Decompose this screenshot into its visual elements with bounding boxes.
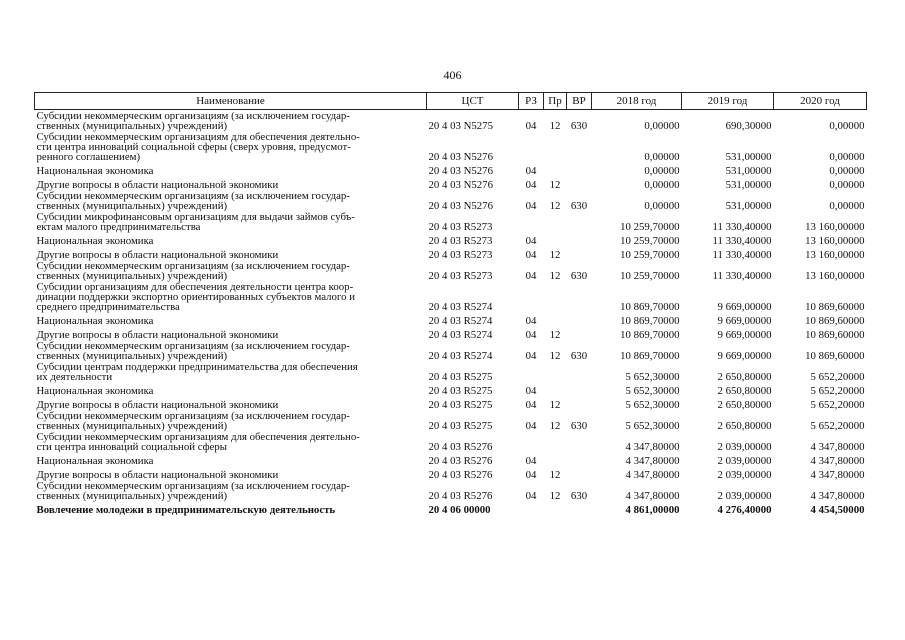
cell-rz: 04	[525, 490, 537, 502]
cell-2019: 2 039,00000	[717, 455, 772, 467]
table-row	[35, 246, 867, 260]
cell-cst: 20 4 03 R5275	[428, 399, 493, 411]
cell-name: Национальная экономика	[36, 315, 154, 327]
table-row	[35, 131, 867, 162]
cell-2018: 4 347,80000	[625, 490, 680, 502]
cell-2020: 13 160,00000	[805, 249, 865, 261]
cell-vr	[567, 396, 592, 410]
cell-2018: 4 347,80000	[625, 469, 680, 481]
cell-2018: 10 869,70000	[620, 301, 680, 313]
cell-2018: 10 259,70000	[620, 235, 680, 247]
cell-pr	[544, 501, 567, 515]
cell-pr	[544, 361, 567, 382]
cell-pr	[544, 382, 567, 396]
cell-2019: 531,00000	[725, 179, 772, 191]
cell-rz: 04	[525, 315, 537, 327]
cell-2018: 5 652,30000	[625, 399, 680, 411]
cell-vr	[567, 312, 592, 326]
header-vr: ВР	[567, 93, 592, 110]
table-row	[35, 361, 867, 382]
cell-vr: 630	[570, 420, 588, 432]
cell-rz: 04	[525, 165, 537, 177]
cell-2019: 2 650,80000	[717, 385, 772, 397]
table-row	[35, 190, 867, 211]
cell-cst: 20 4 03 R5273	[428, 221, 493, 233]
cell-vr: 630	[570, 350, 588, 362]
cell-name: Национальная экономика	[36, 165, 154, 177]
cell-2019: 11 330,40000	[712, 249, 772, 261]
cell-2018: 0,00000	[644, 151, 680, 163]
table-row	[35, 162, 867, 176]
cell-2020: 5 652,20000	[810, 385, 865, 397]
cell-rz: 04	[525, 200, 537, 212]
cell-name: Вовлечение молодежи в предпринимательскую деятельность	[36, 504, 336, 516]
cell-vr: 630	[570, 490, 588, 502]
cell-cst: 20 4 03 N5276	[428, 165, 493, 177]
cell-2019: 2 650,80000	[717, 399, 772, 411]
cell-name: Национальная экономика	[36, 235, 154, 247]
table-body	[35, 110, 867, 516]
cell-name: Субсидии некоммерческим организациям (за исключением государ- ственных (муниципальных) учреждений)	[36, 480, 350, 502]
header-rz: РЗ	[519, 93, 544, 110]
cell-name: Субсидии некоммерческим организациям (за исключением государ- ственных (муниципальных) учреждений)	[36, 190, 350, 212]
table-row	[35, 396, 867, 410]
cell-2018: 4 861,00000	[625, 504, 680, 516]
header-2019: 2019 год	[682, 93, 774, 110]
cell-pr: 12	[549, 200, 561, 212]
cell-2018: 10 259,70000	[620, 270, 680, 282]
cell-cst: 20 4 03 N5276	[428, 179, 493, 191]
cell-2019: 2 039,00000	[717, 441, 772, 453]
budget-table	[34, 92, 867, 515]
cell-vr: 630	[570, 270, 588, 282]
cell-2020: 5 652,20000	[810, 371, 865, 383]
cell-2020: 0,00000	[829, 165, 865, 177]
cell-vr	[567, 246, 592, 260]
cell-vr	[567, 281, 592, 312]
cell-rz: 04	[525, 469, 537, 481]
cell-2018: 10 869,70000	[620, 350, 680, 362]
cell-2020: 0,00000	[829, 151, 865, 163]
cell-cst: 20 4 03 R5274	[428, 329, 493, 341]
cell-vr	[567, 176, 592, 190]
table-row	[35, 260, 867, 281]
cell-2020: 10 869,60000	[805, 329, 865, 341]
cell-2020: 4 347,80000	[810, 469, 865, 481]
table-header-row	[35, 93, 867, 110]
cell-2020: 5 652,20000	[810, 399, 865, 411]
cell-2019: 531,00000	[725, 200, 772, 212]
cell-cst: 20 4 03 R5276	[428, 441, 493, 453]
cell-2020: 10 869,60000	[805, 315, 865, 327]
cell-2019: 11 330,40000	[712, 270, 772, 282]
cell-2019: 2 650,80000	[717, 371, 772, 383]
cell-pr: 12	[549, 120, 561, 132]
cell-2020: 4 347,80000	[810, 455, 865, 467]
cell-2018: 10 259,70000	[620, 221, 680, 233]
cell-name: Субсидии организациям для обеспечения деятельности центра коор- динации поддержки экспортно ориентированных субъектов малого и среднего предпринимательства	[36, 281, 355, 313]
cell-pr	[544, 431, 567, 452]
table-row	[35, 501, 867, 515]
cell-2019: 531,00000	[725, 165, 772, 177]
cell-rz	[519, 361, 544, 382]
cell-vr	[567, 326, 592, 340]
cell-rz: 04	[525, 329, 537, 341]
header-name: Наименование	[35, 93, 427, 110]
cell-2018: 0,00000	[644, 120, 680, 132]
cell-2018: 5 652,30000	[625, 371, 680, 383]
cell-2018: 5 652,30000	[625, 420, 680, 432]
cell-pr: 12	[549, 270, 561, 282]
cell-pr	[544, 452, 567, 466]
cell-rz: 04	[525, 350, 537, 362]
cell-2019: 4 276,40000	[717, 504, 772, 516]
cell-vr	[567, 466, 592, 480]
cell-rz: 04	[525, 120, 537, 132]
cell-rz	[519, 431, 544, 452]
cell-cst: 20 4 03 N5276	[428, 151, 493, 163]
cell-cst: 20 4 03 R5276	[428, 455, 493, 467]
cell-pr: 12	[549, 420, 561, 432]
cell-cst: 20 4 03 N5276	[428, 200, 493, 212]
cell-2020: 5 652,20000	[810, 420, 865, 432]
table-row	[35, 281, 867, 312]
cell-name: Субсидии некоммерческим организациям (за исключением государ- ственных (муниципальных) учреждений)	[36, 410, 350, 432]
header-cst: ЦСТ	[427, 93, 519, 110]
cell-2020: 10 869,60000	[805, 301, 865, 313]
cell-2020: 10 869,60000	[805, 350, 865, 362]
cell-pr	[544, 131, 567, 162]
cell-pr	[544, 281, 567, 312]
cell-cst: 20 4 03 R5273	[428, 249, 493, 261]
cell-2019: 11 330,40000	[712, 221, 772, 233]
cell-name: Субсидии некоммерческим организациям (за исключением государ- ственных (муниципальных) учреждений)	[36, 260, 350, 282]
cell-cst: 20 4 06 00000	[428, 504, 491, 516]
cell-name: Другие вопросы в области национальной экономики	[36, 329, 279, 341]
table-row	[35, 340, 867, 361]
table-row	[35, 431, 867, 452]
cell-cst: 20 4 03 R5276	[428, 490, 493, 502]
cell-vr	[567, 361, 592, 382]
cell-2019: 11 330,40000	[712, 235, 772, 247]
header-pr: Пр	[544, 93, 567, 110]
table-row	[35, 452, 867, 466]
table-row	[35, 232, 867, 246]
cell-2018: 4 347,80000	[625, 441, 680, 453]
cell-pr	[544, 232, 567, 246]
cell-rz: 04	[525, 179, 537, 191]
table-row	[35, 410, 867, 431]
cell-2018: 10 869,70000	[620, 329, 680, 341]
cell-cst: 20 4 03 R5273	[428, 235, 493, 247]
cell-cst: 20 4 03 R5274	[428, 350, 493, 362]
table-row	[35, 176, 867, 190]
cell-2019: 690,30000	[725, 120, 772, 132]
cell-cst: 20 4 03 R5275	[428, 420, 493, 432]
cell-vr	[567, 431, 592, 452]
cell-name: Субсидии некоммерческим организациям для обеспечения деятельно- сти центра инноваций социальной сферы (сверх уровня, предусмот- ренного соглашением)	[36, 131, 360, 163]
cell-2020: 0,00000	[829, 120, 865, 132]
cell-name: Другие вопросы в области национальной экономики	[36, 469, 279, 481]
cell-cst: 20 4 03 R5275	[428, 385, 493, 397]
cell-vr	[567, 131, 592, 162]
cell-2019: 9 669,00000	[717, 301, 772, 313]
cell-2019: 2 039,00000	[717, 490, 772, 502]
cell-2020: 4 454,50000	[810, 504, 865, 516]
cell-name: Субсидии микрофинансовым организациям для выдачи займов субъ- ектам малого предпринимательства	[36, 211, 355, 233]
cell-name: Субсидии некоммерческим организациям для обеспечения деятельно- сти центра инноваций социальной сферы	[36, 431, 360, 453]
cell-cst: 20 4 03 N5275	[428, 120, 493, 132]
table-row	[35, 326, 867, 340]
cell-2019: 9 669,00000	[717, 350, 772, 362]
cell-pr: 12	[549, 179, 561, 191]
cell-name: Национальная экономика	[36, 385, 154, 397]
cell-pr: 12	[549, 490, 561, 502]
cell-2019: 9 669,00000	[717, 315, 772, 327]
cell-rz: 04	[525, 235, 537, 247]
cell-name: Субсидии некоммерческим организациям (за исключением государ- ственных (муниципальных) учреждений)	[36, 110, 350, 132]
cell-2020: 13 160,00000	[805, 221, 865, 233]
cell-vr	[567, 452, 592, 466]
cell-vr	[567, 501, 592, 515]
cell-rz: 04	[525, 399, 537, 411]
cell-pr: 12	[549, 249, 561, 261]
cell-vr	[567, 162, 592, 176]
table-row	[35, 466, 867, 480]
cell-2018: 0,00000	[644, 165, 680, 177]
cell-rz	[519, 281, 544, 312]
cell-2018: 10 259,70000	[620, 249, 680, 261]
cell-pr	[544, 312, 567, 326]
cell-2019: 2 039,00000	[717, 469, 772, 481]
cell-pr: 12	[549, 350, 561, 362]
cell-cst: 20 4 03 R5276	[428, 469, 493, 481]
cell-vr	[567, 232, 592, 246]
cell-2020: 0,00000	[829, 179, 865, 191]
cell-pr	[544, 162, 567, 176]
cell-2018: 10 869,70000	[620, 315, 680, 327]
cell-2019: 2 650,80000	[717, 420, 772, 432]
cell-2020: 0,00000	[829, 200, 865, 212]
cell-2020: 4 347,80000	[810, 490, 865, 502]
cell-vr	[567, 211, 592, 232]
cell-pr	[544, 211, 567, 232]
cell-pr: 12	[549, 329, 561, 341]
header-2020: 2020 год	[774, 93, 867, 110]
cell-rz	[519, 501, 544, 515]
cell-name: Национальная экономика	[36, 455, 154, 467]
cell-name: Субсидии центрам поддержки предпринимательства для обеспечения их деятельности	[36, 361, 358, 383]
cell-rz: 04	[525, 455, 537, 467]
cell-rz: 04	[525, 249, 537, 261]
header-2018: 2018 год	[592, 93, 682, 110]
table-row	[35, 382, 867, 396]
page-number: 406	[443, 68, 462, 82]
cell-2020: 13 160,00000	[805, 270, 865, 282]
cell-2018: 0,00000	[644, 179, 680, 191]
cell-cst: 20 4 03 R5275	[428, 371, 493, 383]
table-row	[35, 110, 867, 132]
cell-2018: 5 652,30000	[625, 385, 680, 397]
cell-2020: 4 347,80000	[810, 441, 865, 453]
table-row	[35, 211, 867, 232]
cell-name: Другие вопросы в области национальной экономики	[36, 249, 279, 261]
table-row	[35, 480, 867, 501]
cell-2020: 13 160,00000	[805, 235, 865, 247]
cell-2018: 4 347,80000	[625, 455, 680, 467]
cell-vr: 630	[570, 200, 588, 212]
cell-cst: 20 4 03 R5274	[428, 315, 493, 327]
cell-vr: 630	[570, 120, 588, 132]
cell-2019: 9 669,00000	[717, 329, 772, 341]
cell-name: Другие вопросы в области национальной экономики	[36, 179, 279, 191]
cell-pr: 12	[549, 399, 561, 411]
cell-name: Субсидии некоммерческим организациям (за исключением государ- ственных (муниципальных) учреждений)	[36, 340, 350, 362]
cell-rz: 04	[525, 385, 537, 397]
cell-2019: 531,00000	[725, 151, 772, 163]
cell-cst: 20 4 03 R5273	[428, 270, 493, 282]
cell-pr: 12	[549, 469, 561, 481]
cell-vr	[567, 382, 592, 396]
cell-rz	[519, 211, 544, 232]
cell-rz: 04	[525, 420, 537, 432]
cell-name: Другие вопросы в области национальной экономики	[36, 399, 279, 411]
cell-cst: 20 4 03 R5274	[428, 301, 493, 313]
cell-rz	[519, 131, 544, 162]
cell-2018: 0,00000	[644, 200, 680, 212]
table-row	[35, 312, 867, 326]
cell-rz: 04	[525, 270, 537, 282]
